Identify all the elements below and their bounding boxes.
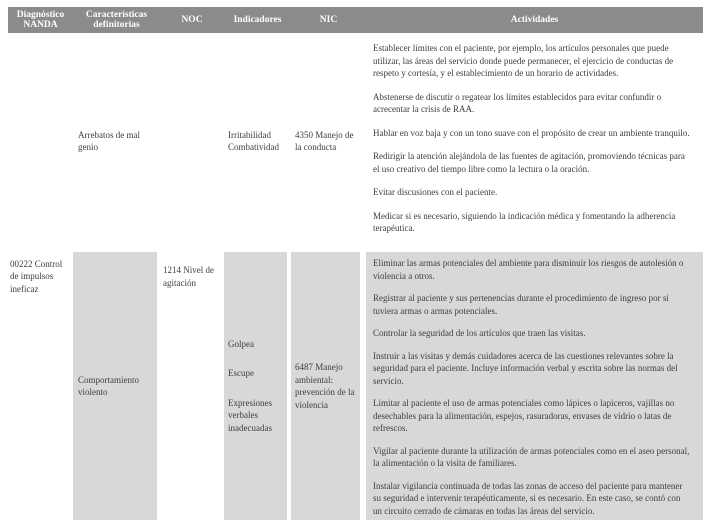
activity-item: Vigilar al paciente durante la utilización de armas potenciales como en el aseo personal, la alimentación o la visita de familiares. — [373, 445, 690, 468]
cell-caracteristicas-seccion-2: Comportamiento violento — [73, 252, 157, 520]
indicador-item: Combatividad — [228, 142, 279, 152]
cell-actividades-seccion-2 — [366, 252, 703, 520]
cell-indicadores-seccion-2 — [224, 252, 287, 520]
column-diagnostico-nanda — [8, 33, 70, 520]
indicador-item: Escupe — [228, 368, 254, 379]
activity-item: Evitar discusiones con el paciente. — [373, 187, 498, 197]
cell-actividades-seccion-1 — [366, 33, 703, 249]
cell-caracteristicas-seccion-1: Arrebatos de mal genio — [73, 33, 157, 249]
col-header-actividades: Actividades — [510, 14, 559, 25]
cell-nic-seccion-1: 4350 Manejo de la conducta — [291, 33, 360, 249]
table-header-row — [8, 7, 703, 33]
column-noc — [160, 33, 221, 520]
col-header-caracteristicas: Características definitorias — [85, 9, 148, 30]
table-body — [8, 33, 703, 520]
cell-noc: 1214 Nivel de agitación — [160, 33, 221, 520]
cell-diagnostico-nanda: 00222 Control de impulsos ineficaz — [8, 33, 70, 520]
indicador-item: Golpea — [228, 338, 254, 349]
column-indicadores — [224, 33, 287, 520]
activity-item: Medicar si es necesario, siguiendo la indicación médica y fomentando la adherencia terapéutica. — [373, 210, 676, 233]
activity-item: Eliminar las armas potenciales del ambiente para disminuir los riesgos de autolesión o violencia a otros. — [373, 258, 684, 281]
activity-item: Hablar en voz baja y con un tono suave con el propósito de crear un ambiente tranquilo. — [373, 127, 690, 138]
cell-indicadores-seccion-1 — [224, 33, 287, 249]
activity-item: Instalar vigilancia continuada de todas las zonas de acceso del paciente para mantener su seguridad e intervenir terapéuticamente, si es necesario. En este caso, se contó con un circuito cerrado de cámaras en todas las áreas del servicio. — [373, 480, 683, 516]
activity-item: Instruir a las visitas y demás cuidadores acerca de las cuestiones relevantes sobre la seguridad para el paciente. Incluye información verbal y escrita sobre las normas del servicio. — [373, 350, 678, 386]
cell-nic-seccion-2: 6487 Manejo ambiental: prevención de la violencia — [291, 252, 360, 520]
nanda-noc-nic-table — [8, 7, 703, 520]
indicador-item: Irritabilidad — [228, 129, 271, 140]
activity-item: Redirigir la atención alejándola de las fuentes de agitación, promoviendo técnicas para el uso creativo del tiempo libre como la lectura o la oración. — [373, 151, 685, 174]
column-caracteristicas — [73, 33, 157, 520]
column-nic — [291, 33, 360, 520]
col-header-indicadores: Indicadores — [233, 14, 282, 25]
activity-item: Abstenerse de discutir o regatear los límites establecidos para evitar confundir o acrecentar la crisis de RAA. — [373, 91, 662, 114]
indicador-item: Expresiones verbales inadecuadas — [228, 397, 272, 433]
activity-item: Registrar al paciente y sus pertenencias durante el procedimiento de ingreso por si tuviera armas o armas potenciales. — [373, 293, 669, 316]
col-header-diagnostico-nanda: Diagnóstico NANDA — [16, 9, 65, 30]
column-actividades — [366, 33, 703, 520]
col-header-nic: NIC — [319, 14, 338, 25]
activity-item: Establecer límites con el paciente, por ejemplo, los artículos personales que puede utilizar, las áreas del servicio donde puede permanecer, el ejercicio de conductas de respeto y cortesía, y el establecimiento de un horario de actividades. — [373, 43, 674, 78]
activity-item: Limitar al paciente el uso de armas potenciales como lápices o lapiceros, vajillas no desechables para la alimentación, espejos, rasuradoras, envases de vidrio o latas de refrescos. — [373, 398, 675, 433]
activity-item: Controlar la seguridad de los artículos que traen las visitas. — [373, 328, 586, 338]
col-header-noc: NOC — [181, 14, 203, 25]
